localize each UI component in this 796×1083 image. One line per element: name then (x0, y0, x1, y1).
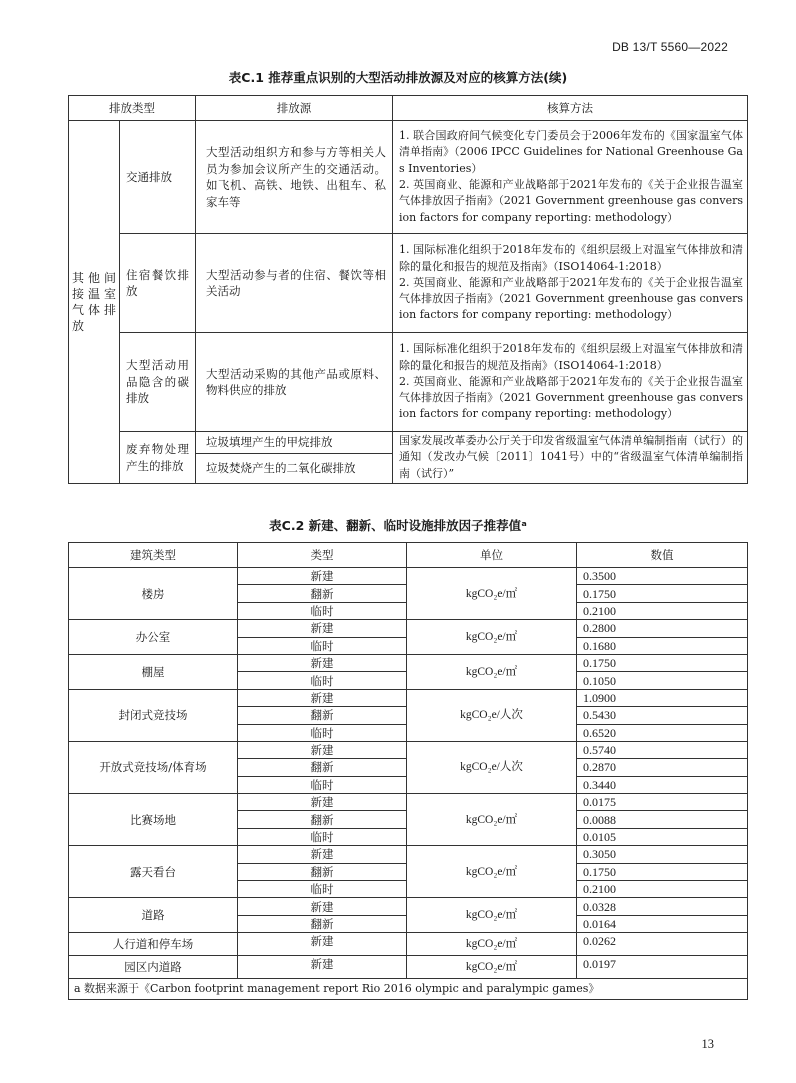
type-cell: 新建 (238, 933, 407, 956)
source-cell: 大型活动采购的其他产品或原料、物料供应的排放 (196, 333, 393, 432)
type-cell: 大型活动用品隐含的碳排放 (120, 333, 196, 432)
value-cell: 0.1750 (577, 654, 748, 671)
type-cell: 翻新 (238, 863, 407, 880)
building-type-cell: 棚屋 (69, 654, 238, 689)
type-cell: 住宿餐饮排放 (120, 234, 196, 333)
table-row (69, 898, 748, 915)
table2-header-row (69, 543, 748, 568)
building-type-cell: 道路 (69, 898, 238, 933)
source-cell: 大型活动参与者的住宿、餐饮等相关活动 (196, 234, 393, 333)
table-row (69, 620, 748, 637)
type-cell: 新建 (238, 568, 407, 585)
category-cell (69, 121, 120, 484)
building-type-cell: 开放式竞技场/体育场 (69, 741, 238, 793)
type-cell: 临时 (238, 602, 407, 619)
type-cell: 临时 (238, 672, 407, 689)
method-cell: 1. 国际标准化组织于2018年发布的《组织层级上对温室气体排放和清除的量化和报告的规范及指南》（ISO14064-1:2018） 2. 英国商业、能源和产业战略部于2021年发布的《关于企业报告温室气体排放因子指南》（2021 Government greenhouse gas conversion factors for company reporting: methodology） (393, 333, 748, 432)
unit-cell: kgCO₂e/人次 (407, 689, 577, 741)
type-cell: 翻新 (238, 707, 407, 724)
type-cell: 临时 (238, 881, 407, 898)
table1-row-waste (69, 432, 748, 454)
unit-cell: kgCO₂e/㎡ (407, 956, 577, 979)
table1-row-transport (69, 121, 748, 234)
source-cell: 垃圾焚烧产生的二氧化碳排放 (196, 454, 393, 484)
table2-caption: 表C.2 新建、翻新、临时设施排放因子推荐值ᵃ (269, 518, 527, 533)
table2-footnote-row (69, 979, 748, 1000)
unit-cell: kgCO₂e/人次 (407, 741, 577, 793)
value-cell: 0.2100 (577, 881, 748, 898)
table2-body (69, 568, 748, 979)
type-cell: 新建 (238, 741, 407, 758)
table-row (69, 794, 748, 811)
table-row (69, 846, 748, 863)
value-cell: 0.0197 (577, 956, 748, 979)
type-cell: 新建 (238, 794, 407, 811)
type-cell: 临时 (238, 776, 407, 793)
value-cell: 0.6520 (577, 724, 748, 741)
value-cell: 0.3050 (577, 846, 748, 863)
table-row (69, 741, 748, 758)
category-label: 其他间接温室气体排放 (72, 271, 116, 333)
header-type: 类型 (238, 543, 407, 568)
type-cell: 新建 (238, 898, 407, 915)
value-cell: 0.0328 (577, 898, 748, 915)
standard-code: DB 13/T 5560—2022 (612, 40, 728, 54)
value-cell: 0.0088 (577, 811, 748, 828)
value-cell: 0.1750 (577, 585, 748, 602)
building-type-cell: 办公室 (69, 620, 238, 655)
table1-row-goods (69, 333, 748, 432)
table2-footnote: a 数据来源于《Carbon footprint management report Rio 2016 olympic and paralympic games》 (69, 979, 748, 1000)
type-cell: 翻新 (238, 915, 407, 932)
header-value: 数值 (577, 543, 748, 568)
type-cell: 新建 (238, 689, 407, 706)
unit-cell: kgCO₂e/㎡ (407, 898, 577, 933)
table1-header-row (69, 96, 748, 121)
value-cell: 0.0105 (577, 828, 748, 845)
table-row (69, 956, 748, 979)
type-cell: 翻新 (238, 585, 407, 602)
header-emission-source: 排放源 (196, 96, 393, 121)
source-cell: 大型活动组织方和参与方等相关人员为参加会议所产生的交通活动。如飞机、高铁、地铁、出租车、私家车等 (196, 121, 393, 234)
method-cell: 国家发展改革委办公厅关于印发省级温室气体清单编制指南（试行）的通知（发改办气候〔2011〕1041号）中的“省级温室气体清单编制指南（试行）” (393, 432, 748, 484)
unit-cell: kgCO₂e/㎡ (407, 568, 577, 620)
unit-cell: kgCO₂e/㎡ (407, 846, 577, 898)
type-cell: 新建 (238, 846, 407, 863)
value-cell: 0.3440 (577, 776, 748, 793)
unit-cell: kgCO₂e/㎡ (407, 620, 577, 655)
value-cell: 0.5430 (577, 707, 748, 724)
header-unit: 单位 (407, 543, 577, 568)
type-cell: 新建 (238, 654, 407, 671)
header-accounting-method: 核算方法 (393, 96, 748, 121)
value-cell: 0.2870 (577, 759, 748, 776)
building-type-cell: 楼房 (69, 568, 238, 620)
building-type-cell: 露天看台 (69, 846, 238, 898)
table1-caption: 表C.1 推荐重点识别的大型活动排放源及对应的核算方法(续) (228, 70, 568, 85)
value-cell: 1.0900 (577, 689, 748, 706)
unit-cell: kgCO₂e/㎡ (407, 654, 577, 689)
emission-source-table (68, 95, 748, 484)
value-cell: 0.5740 (577, 741, 748, 758)
type-cell: 废弃物处理产生的排放 (120, 432, 196, 484)
building-type-cell: 封闭式竞技场 (69, 689, 238, 741)
building-type-cell: 园区内道路 (69, 956, 238, 979)
value-cell: 0.0175 (577, 794, 748, 811)
type-cell: 翻新 (238, 759, 407, 776)
value-cell: 0.1680 (577, 637, 748, 654)
emission-factor-table (68, 542, 748, 1000)
table-row (69, 933, 748, 956)
table-row (69, 654, 748, 671)
value-cell: 0.3500 (577, 568, 748, 585)
table-row (69, 568, 748, 585)
type-cell: 交通排放 (120, 121, 196, 234)
method-cell: 1. 联合国政府间气候变化专门委员会于2006年发布的《国家温室气体清单指南》（2006 IPCC Guidelines for National Greenhouse Gas Inventories） 2. 英国商业、能源和产业战略部于2021年发布的《关于企业报告温室气体排放因子指南》（2021 Government greenhouse gas conversion factors for company reporting: methodology） (393, 121, 748, 234)
table-row (69, 689, 748, 706)
method-cell: 1. 国际标准化组织于2018年发布的《组织层级上对温室气体排放和清除的量化和报告的规范及指南》（ISO14064-1:2018） 2. 英国商业、能源和产业战略部于2021年发布的《关于企业报告温室气体排放因子指南》（2021 Government greenhouse gas conversion factors for company reporting: methodology） (393, 234, 748, 333)
value-cell: 0.1750 (577, 863, 748, 880)
value-cell: 0.2100 (577, 602, 748, 619)
source-cell: 垃圾填埋产生的甲烷排放 (196, 432, 393, 454)
type-cell: 翻新 (238, 811, 407, 828)
type-cell: 新建 (238, 620, 407, 637)
building-type-cell: 比赛场地 (69, 794, 238, 846)
type-cell: 临时 (238, 828, 407, 845)
type-cell: 临时 (238, 637, 407, 654)
header-emission-type: 排放类型 (69, 96, 196, 121)
type-cell: 新建 (238, 956, 407, 979)
type-cell: 临时 (238, 724, 407, 741)
value-cell: 0.1050 (577, 672, 748, 689)
value-cell: 0.0164 (577, 915, 748, 932)
value-cell: 0.0262 (577, 933, 748, 956)
table1-row-lodging (69, 234, 748, 333)
building-type-cell: 人行道和停车场 (69, 933, 238, 956)
header-building-type: 建筑类型 (69, 543, 238, 568)
unit-cell: kgCO₂e/㎡ (407, 933, 577, 956)
page-number: 13 (701, 1037, 714, 1051)
value-cell: 0.2800 (577, 620, 748, 637)
unit-cell: kgCO₂e/㎡ (407, 794, 577, 846)
